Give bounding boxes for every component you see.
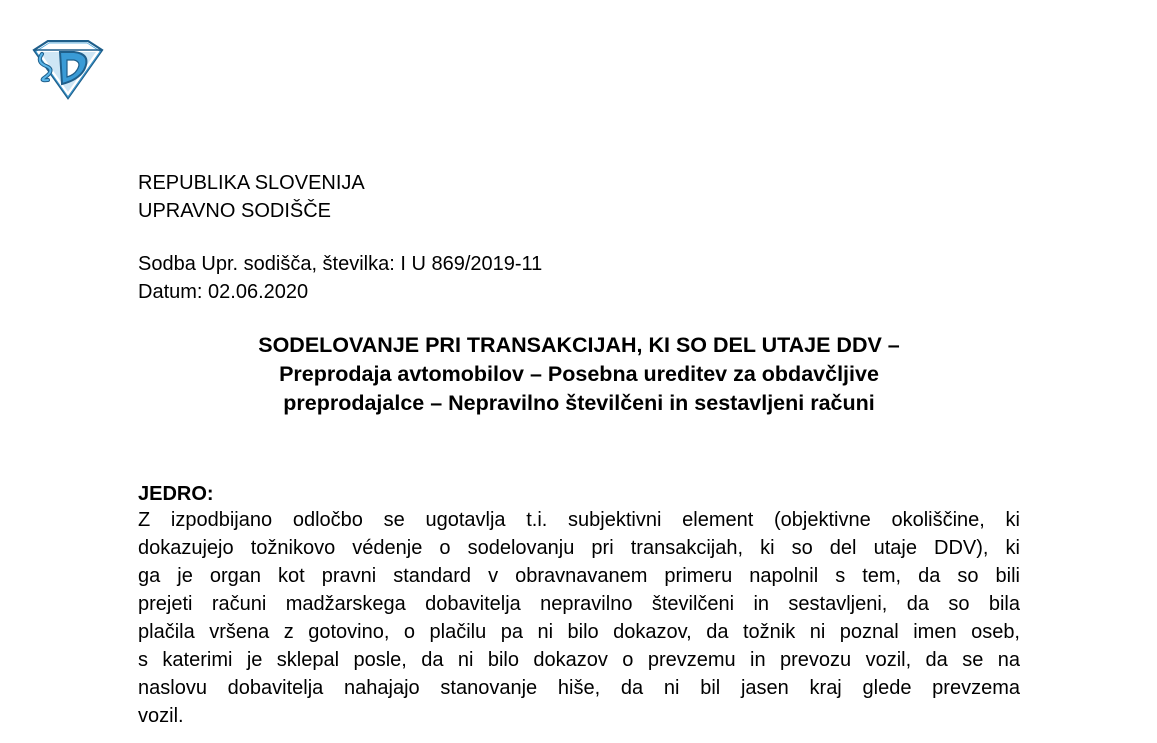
- jedro-line: Z izpodbijano odločbo se ugotavlja t.i. subjektivni element (objektivne okoliščine, ki: [138, 509, 1020, 531]
- jedro-line: prejeti računi madžarskega dobavitelja nepravilno številčeni in sestavljeni, da so bila: [138, 593, 1020, 615]
- document-title: [138, 331, 1020, 418]
- jedro-paragraph: [138, 506, 1020, 730]
- court-name: UPRAVNO SODIŠČE: [138, 200, 331, 222]
- case-date: Datum: 02.06.2020: [138, 281, 309, 303]
- court-logo: [30, 40, 106, 100]
- court-header: [138, 169, 365, 225]
- jedro-heading: JEDRO:: [138, 483, 214, 505]
- republic-name: REPUBLIKA SLOVENIJA: [138, 172, 365, 194]
- title-line-2: Preprodaja avtomobilov – Posebna ureditev za obdavčljive: [279, 362, 879, 386]
- jedro-line: vozil.: [138, 705, 184, 727]
- jedro-line: naslovu dobavitelja nahajajo stanovanje hiše, da ni bil jasen kraj glede prevzema: [138, 677, 1020, 699]
- jedro-line: plačila vršena z gotovino, o plačilu pa ni bilo dokazov, da tožnik ni poznal imen oseb,: [138, 621, 1020, 643]
- jedro-line: s katerimi je sklepal posle, da ni bilo dokazov o prevzemu in prevozu vozil, da se na: [138, 649, 1020, 671]
- title-line-3: preprodajalce – Nepravilno številčeni in sestavljeni računi: [283, 391, 875, 415]
- case-reference: [138, 250, 542, 306]
- case-number: Sodba Upr. sodišča, številka: I U 869/2019-11: [138, 253, 543, 275]
- jedro-line: dokazujejo tožnikovo védenje o sodelovanju pri transakcijah, ki so del utaje DDV), ki: [138, 537, 1020, 559]
- sd-diamond-logo-icon: [30, 40, 106, 100]
- jedro-line: ga je organ kot pravni standard v obravnavanem primeru napolnil s tem, da so bili: [138, 565, 1020, 587]
- title-line-1: SODELOVANJE PRI TRANSAKCIJAH, KI SO DEL UTAJE DDV –: [258, 333, 900, 357]
